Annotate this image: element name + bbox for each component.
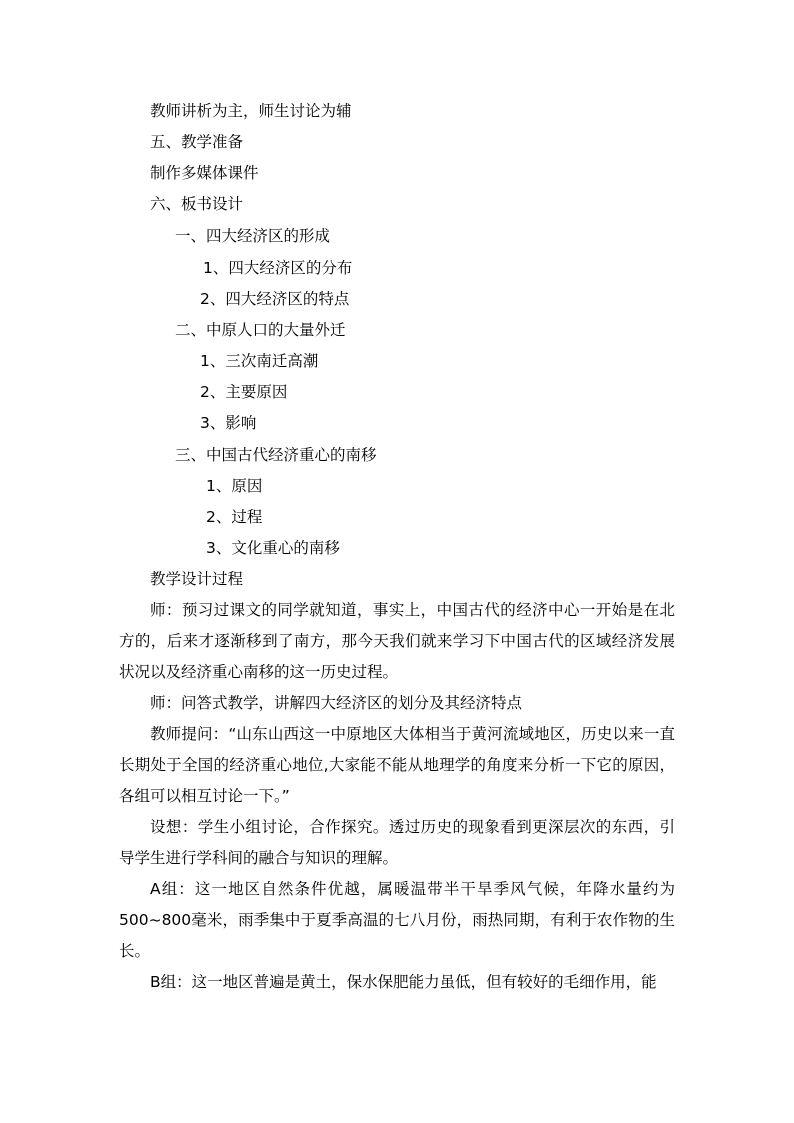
outline-item-2-1: 1、三次南迁高潮 — [200, 352, 319, 370]
outline-item-1-1: 1、四大经济区的分布 — [203, 259, 353, 277]
group-b-paragraph: B组：这一地区普遍是黄土，保水保肥能力虽低，但有较好的毛细作用，能 — [150, 973, 657, 991]
outline-item-3-2: 2、过程 — [206, 508, 263, 526]
outline-item-2-2: 2、主要原因 — [200, 383, 288, 401]
section-six-heading: 六、板书设计 — [150, 195, 244, 213]
outline-item-3-1: 1、原因 — [206, 477, 263, 495]
outline-item-3-3: 3、文化重心的南移 — [206, 539, 340, 557]
process-heading: 教学设计过程 — [150, 570, 244, 588]
outline-item-3: 三、中国古代经济重心的南移 — [175, 446, 377, 464]
intro-paragraph: 师：预习过课文的同学就知道，事实上，中国古代的经济中心一开始是在北方的，后来才逐渐移到了南方，那今天我们就来学习下中国古代的区域经济发展状况以及经济重心南移的这一历史过程。 — [119, 601, 675, 681]
qa-paragraph: 师：问答式教学，讲解四大经济区的划分及其经济特点 — [150, 694, 523, 712]
outline-item-2-3: 3、影响 — [200, 414, 257, 432]
outline-item-1: 一、四大经济区的形成 — [175, 227, 331, 245]
question-paragraph: 教师提问：“山东山西这一中原地区大体相当于黄河流域地区，历史以来一直长期处于全国的经济重心地位,大家能不能从地理学的角度来分析一下它的原因，各组可以相互讨论一下。” — [119, 725, 675, 805]
outline-item-1-2: 2、四大经济区的特点 — [200, 290, 350, 308]
teaching-method-line: 教师讲析为主，师生讨论为辅 — [150, 102, 352, 120]
design-paragraph: 设想：学生小组讨论，合作探究。透过历史的现象看到更深层次的东西，引导学生进行学科间的融合与知识的理解。 — [119, 818, 675, 867]
section-five-heading: 五、教学准备 — [150, 133, 244, 151]
outline-item-2: 二、中原人口的大量外迁 — [175, 321, 346, 339]
preparation-line: 制作多媒体课件 — [150, 164, 259, 182]
group-a-paragraph: A组：这一地区自然条件优越，属暖温带半干旱季风气候，年降水量约为500~800毫米，雨季集中于夏季高温的七八月份，雨热同期，有利于农作物的生长。 — [119, 880, 675, 960]
